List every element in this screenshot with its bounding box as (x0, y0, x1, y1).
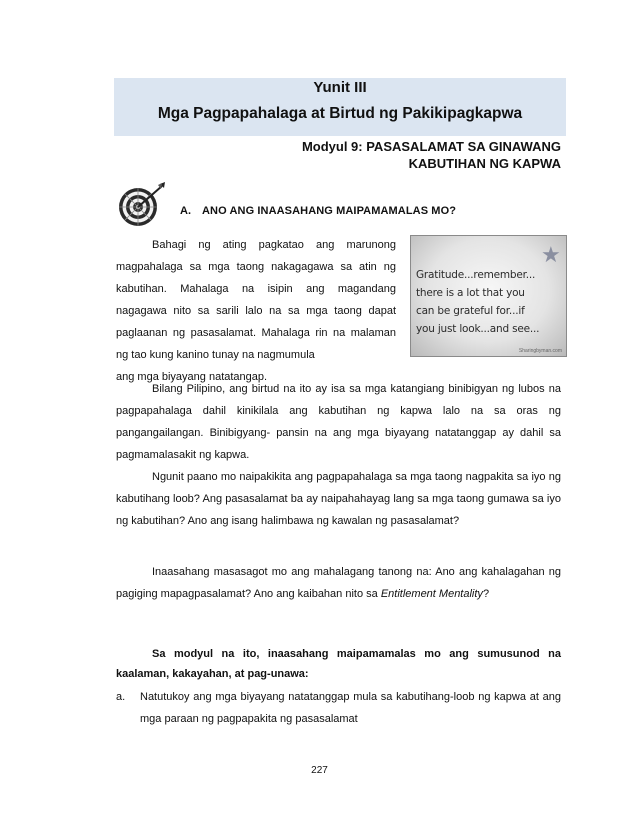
gratitude-image (410, 235, 567, 357)
paragraph-1-text: Bahagi ng ating pagkatao ang marunong magpahalaga sa mga taong nakagagawa sa atin ng kabutihan. Mahalaga na isipin ang magandang nagagawa nito sa sarili lalo na sa mga taong dapat paglaanan ng pasasalamat. Mahalaga rin na malaman ng tao kung kanino tunay na nagmumula (116, 239, 396, 361)
list-item-text: Natutukoy ang mga biyayang natatanggap mula sa kabutihang-loob ng kapwa at ang mga paraan ng pagpapakita ng pasasalamat (140, 691, 561, 725)
paragraph-4-text: Inaasahang masasagot mo ang mahalagang tanong na: Ano ang kahalagahan ng pagiging mapagpasalamat? Ano ang kaibahan nito sa (116, 566, 561, 600)
gratitude-quote: Gratitude...remember... there is a lot that you can be grateful for...if you just look...and see... (416, 269, 540, 335)
unit-title: Yunit III (313, 79, 367, 96)
unit-subtitle: Mga Pagpapahalaga at Birtud ng Pakikipagkapwa (157, 105, 523, 122)
section-heading (180, 205, 456, 217)
paragraph-2: Bilang Pilipino, ang birtud na ito ay isa sa mga katangiang binibigyan ng lubos na pagpapahalaga dahil kinikilala ang kabutihan ng kapwa lalo na sa oras ng pangangailangan. Binibigyang- pansin na ang mga biyayang natatanggap ay dahil sa pagmamalasakit ng kapwa. (116, 383, 561, 461)
dartboard-target-icon (116, 182, 166, 228)
paragraph-4 (116, 561, 561, 605)
star-icon: ★ (541, 242, 561, 267)
entitlement-term: Entitlement Mentality (380, 588, 483, 600)
section-heading-text: ANO ANG INAASAHANG MAIPAMAMALAS MO? (202, 205, 457, 217)
module-title (240, 138, 561, 172)
module-title-line1: Modyul 9: PASASALAMAT SA GINAWANG (301, 139, 561, 154)
paragraph-1 (116, 234, 396, 383)
paragraph-3: Ngunit paano mo naipakikita ang pagpapahalaga sa mga taong nagpakita sa iyo ng kabutihang loob? Ang pasasalamat ba ay naipahahayag lang sa mga taong gumawa sa iyo ng kabutihan? Ano ang isang halimbawa ng kawalan ng pasasalamat? (116, 471, 561, 527)
page-number: 227 (311, 765, 328, 776)
list-marker: a. (116, 691, 126, 703)
image-credit: Sharingbyman.com (518, 348, 562, 354)
paragraph-5: Sa modyul na ito, inaasahang maipamamalas mo ang sumusunod na kaalaman, kakayahan, at pag-unawa: (116, 648, 561, 680)
paragraph-4-end: ? (482, 588, 490, 600)
list-item (116, 686, 561, 730)
section-letter: A. (180, 205, 192, 217)
paragraph-1-tail: ang mga biyayang natatangap. (116, 371, 268, 383)
module-title-line2: KABUTIHAN NG KAPWA (408, 156, 561, 171)
